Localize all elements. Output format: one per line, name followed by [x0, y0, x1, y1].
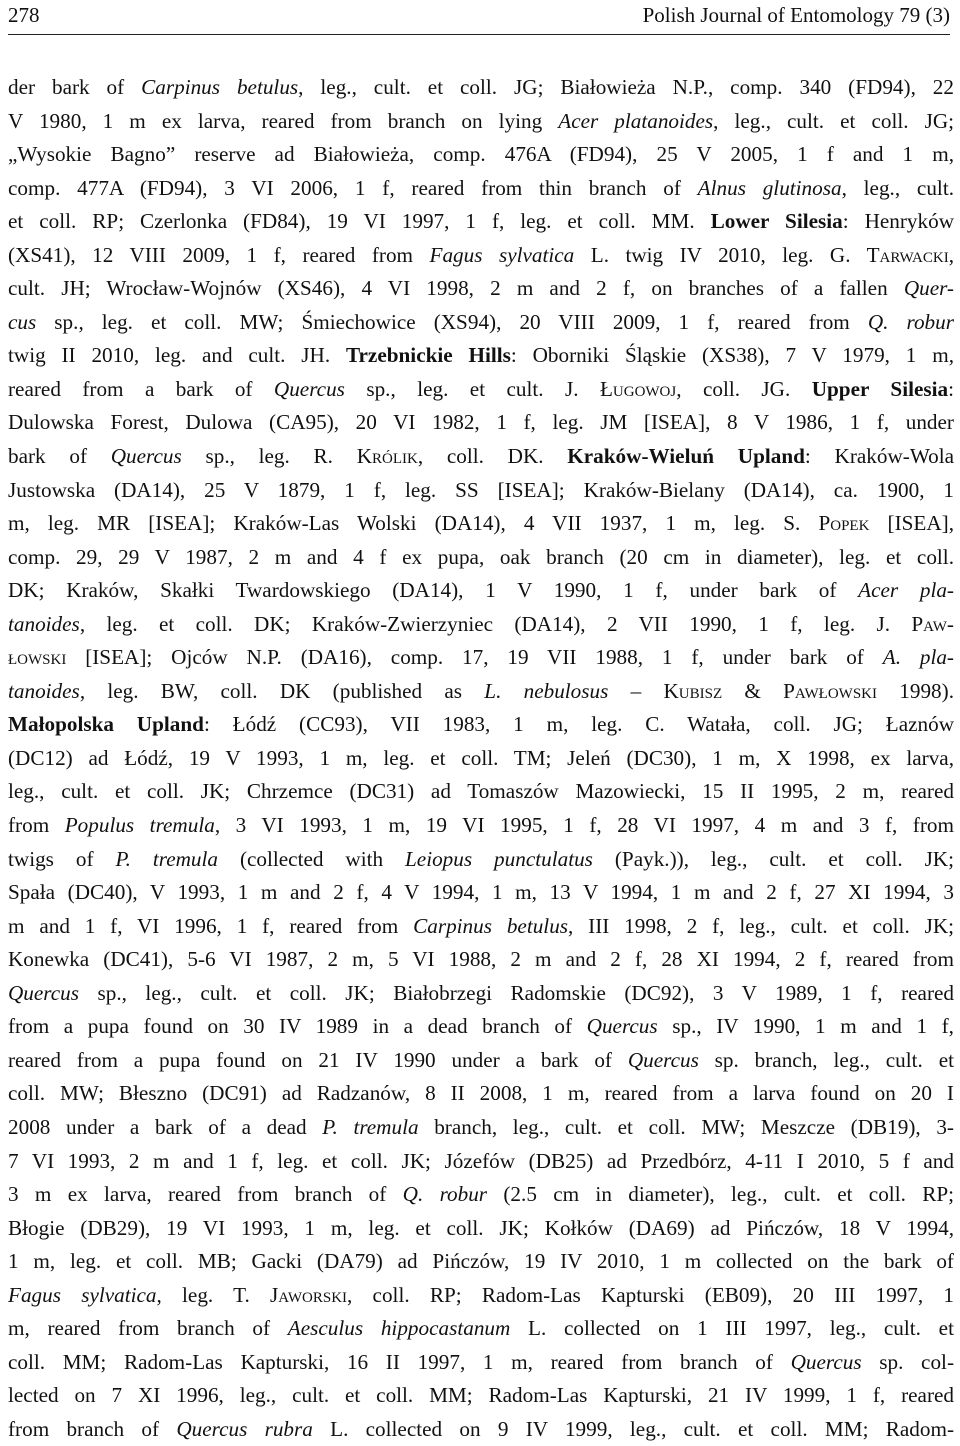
taxon-name: cus — [8, 309, 37, 334]
text-line — [8, 1178, 954, 1212]
text-span: : Oborniki Śląskie (XS38), 7 V 1979, 1 m, — [510, 343, 954, 368]
text-span: , 3 VI 1993, 1 m, 19 VI 1995, 1 f, 28 VI 1997, 4 m and 3 f, from — [214, 813, 954, 838]
text-span: – K — [608, 678, 679, 703]
taxon-name: Acer pla- — [858, 578, 954, 603]
taxon-name: Q. robur — [402, 1182, 488, 1207]
text-span: cult. JH; Wrocław-Wojnów (XS46), 4 VI 1998, 2 m and 2 f, on branches of a fallen — [8, 276, 904, 301]
text-span: branch, leg., cult. et coll. MW; Meszcze (DB19), 3- — [418, 1114, 954, 1139]
author-name: arwacki — [879, 242, 949, 267]
text-span: lected on 7 XI 1996, leg., cult. et coll. MM; Radom-Las Kapturski, 21 IV 1999, 1 f, reared — [8, 1383, 954, 1408]
text-line — [8, 507, 954, 541]
text-span: (DC12) ad Łódź, 19 V 1993, 1 m, leg. et coll. TM; Jeleń (DC30), 1 m, X 1998, ex larva, — [8, 745, 954, 770]
text-span: V 1980, 1 m ex larva, reared from branch on lying — [8, 108, 559, 133]
text-span: Justowska (DA14), 25 V 1879, 1 f, leg. SS [ISEA]; Kraków-Bielany (DA14), ca. 1900, 1 — [8, 477, 954, 502]
text-span: Błogie (DB29), 19 VI 1993, 1 m, leg. et coll. JK; Kołków (DA69) ad Pińczów, 18 V 1994, — [8, 1215, 954, 1240]
text-span: : Kraków-Wola — [804, 444, 955, 469]
text-span: from — [8, 813, 65, 838]
text-line — [8, 474, 954, 508]
text-span: coll. MM; Radom-Las Kapturski, 16 II 1997, 1 m, reared from branch of — [8, 1349, 791, 1374]
text-span: sp. branch, leg., cult. et — [698, 1047, 954, 1072]
text-line — [8, 977, 954, 1011]
text-span: , coll. JG. — [676, 376, 812, 401]
text-span: (XS41), 12 VIII 2009, 1 f, reared from — [8, 242, 430, 267]
author-name: ubisz — [678, 678, 723, 703]
text-span: bark of — [8, 444, 111, 469]
text-line — [8, 71, 954, 105]
text-span: , — [948, 242, 954, 267]
text-span: : Łódź (CC93), VII 1983, 1 m, leg. C. Watała, coll. JG; Łaznów — [203, 712, 954, 737]
author-name: aw- — [923, 611, 954, 636]
text-span: comp. 477A (FD94), 3 VI 2006, 1 f, reared from thin branch of — [8, 175, 698, 200]
text-line — [8, 138, 954, 172]
taxon-name: Quercus — [273, 376, 345, 401]
text-span: 1 m, leg. et coll. MB; Gacki (DA79) ad Pińczów, 19 IV 2010, 1 m collected on the bark of — [8, 1249, 954, 1274]
taxon-name: tanoides — [8, 611, 80, 636]
taxon-name: Alnus glutinosa — [697, 175, 842, 200]
text-line — [8, 172, 954, 206]
text-span: reared from a pupa found on 21 IV 1990 under a bark of — [8, 1047, 628, 1072]
text-span: (Payk.)), leg., cult. et coll. JK; — [592, 846, 954, 871]
text-line — [8, 306, 954, 340]
taxon-name: Fagus sylvatica — [429, 242, 575, 267]
text-span: , leg. et coll. DK; Kraków-Zwierzyniec (DA14), 2 VII 1990, 1 f, leg. J. P — [79, 611, 924, 636]
text-line — [8, 1212, 954, 1246]
text-line — [8, 1413, 954, 1446]
taxon-name: P. tremula — [322, 1114, 419, 1139]
text-span: m, leg. MR [ISEA]; Kraków-Las Wolski (DA14), 4 VII 1937, 1 m, leg. S. P — [8, 511, 831, 536]
taxon-name: tanoides — [8, 678, 80, 703]
taxon-name: Aesculus hippocastanum — [287, 1316, 511, 1341]
text-span: , leg. T. J — [156, 1282, 279, 1307]
taxon-name: Quercus — [586, 1014, 658, 1039]
region-name: Małopolska Upland — [8, 712, 204, 737]
text-span: , leg., cult. — [841, 175, 954, 200]
text-line — [8, 1312, 954, 1346]
text-span: sp., IV 1990, 1 m and 1 f, — [657, 1014, 954, 1039]
text-line — [8, 239, 954, 273]
text-line — [8, 1346, 954, 1380]
text-span: leg., cult. et coll. JK; Chrzemce (DC31) ad Tomaszów Mazowiecki, 15 II 1995, 2 m, reared — [8, 779, 954, 804]
text-line — [8, 1044, 954, 1078]
taxon-name: Quercus — [790, 1349, 862, 1374]
text-span: & P — [722, 678, 795, 703]
taxon-name: Q. robur — [867, 309, 954, 334]
author-name: rólik — [372, 444, 418, 469]
taxon-name: Carpinus betulus — [413, 913, 569, 938]
text-span: (collected with — [218, 846, 406, 871]
text-span: m and 1 f, VI 1996, 1 f, reared from — [8, 913, 414, 938]
text-span: et coll. RP; Czerlonka (FD84), 19 VI 1997, 1 f, leg. et coll. MM. — [8, 209, 711, 234]
page-header — [8, 0, 950, 35]
taxon-name: Carpinus betulus — [141, 75, 299, 99]
region-name: Kraków-Wieluń Upland — [567, 444, 805, 469]
journal-title: Polish Journal of Entomology 79 (3) — [642, 3, 950, 27]
text-span: „Wysokie Bagno” reserve ad Białowieża, comp. 476A (FD94), 25 V 2005, 1 f and 1 m, — [8, 142, 954, 167]
page-number: 278 — [8, 3, 40, 27]
text-line — [8, 574, 954, 608]
text-line — [8, 272, 954, 306]
text-span: der bark of — [8, 75, 142, 99]
text-line — [8, 1379, 954, 1413]
text-span: , leg. BW, coll. DK (published as — [79, 678, 485, 703]
region-name: Upper Silesia — [811, 376, 949, 401]
text-span: sp. col- — [861, 1349, 954, 1374]
text-line — [8, 1279, 954, 1313]
text-span: Spała (DC40), V 1993, 1 m and 2 f, 4 V 1994, 1 m, 13 V 1994, 1 m and 2 f, 27 XI 1994, 3 — [8, 880, 954, 905]
taxon-name: Quercus — [627, 1047, 699, 1072]
text-span: Konewka (DC41), 5-6 VI 1987, 2 m, 5 VI 1988, 2 m and 2 f, 28 XI 1994, 2 f, reared from — [8, 947, 954, 972]
taxon-name: Quercus rubra — [176, 1416, 313, 1441]
text-line — [8, 775, 954, 809]
author-name: ugowoj — [612, 376, 677, 401]
text-line — [8, 339, 954, 373]
text-line — [8, 541, 954, 575]
text-line — [8, 440, 954, 474]
text-line — [8, 675, 954, 709]
text-line — [8, 1245, 954, 1279]
text-line — [8, 910, 954, 944]
taxon-name: Quercus — [8, 980, 80, 1005]
text-span: , coll. DK. — [417, 444, 568, 469]
text-span: 1998). — [877, 678, 954, 703]
text-span: reared from a bark of — [8, 376, 274, 401]
text-line — [8, 876, 954, 910]
text-span: : Henryków — [842, 209, 955, 234]
text-line — [8, 708, 954, 742]
text-span: from branch of — [8, 1416, 177, 1441]
text-line — [8, 1010, 954, 1044]
text-line — [8, 1111, 954, 1145]
taxon-name: L. nebulosus — [484, 678, 609, 703]
author-name: opek — [830, 511, 870, 536]
taxon-name: Populus tremula — [64, 813, 215, 838]
text-line — [8, 406, 954, 440]
text-span: , leg., cult. et coll. JG; Białowieża N.P., comp. 340 (FD94), 22 — [298, 75, 954, 99]
text-span: sp., leg., cult. et coll. JK; Białobrzegi Radomskie (DC92), 3 V 1989, 1 f, reared — [79, 980, 954, 1005]
text-span: coll. MW; Błeszno (DC91) ad Radzanów, 8 II 2008, 1 m, reared from a larva found on 20 I — [8, 1081, 954, 1106]
text-span: : — [948, 376, 954, 401]
taxon-name: Quer- — [903, 276, 954, 301]
region-name: Trzebnickie Hills — [345, 343, 511, 368]
text-span: , coll. RP; Radom-Las Kapturski (EB09), 20 III 1997, 1 — [347, 1282, 954, 1307]
text-span: L. collected on 9 IV 1999, leg., cult. et coll. MM; Radom- — [312, 1416, 954, 1441]
text-line — [8, 1077, 954, 1111]
body-text — [8, 71, 954, 1446]
text-span: from a pupa found on 30 IV 1989 in a dead branch of — [8, 1014, 587, 1039]
text-line — [8, 843, 954, 877]
text-span: sp., leg. R. K — [181, 444, 373, 469]
text-span: m, reared from branch of — [8, 1316, 288, 1341]
text-span: 2008 under a bark of a dead — [8, 1114, 323, 1139]
text-line — [8, 105, 954, 139]
taxon-name: Acer platanoides — [558, 108, 714, 133]
text-span: , III 1998, 2 f, leg., cult. et coll. JK; — [568, 913, 955, 938]
text-span: [ISEA]; Ojców N.P. (DA16), comp. 17, 19 VII 1988, 1 f, under bark of — [66, 645, 883, 670]
author-name: aworski — [278, 1282, 348, 1307]
region-name: Lower Silesia — [710, 209, 843, 234]
text-span: twig II 2010, leg. and cult. JH. — [8, 343, 346, 368]
text-span: sp., leg. et cult. J. Ł — [344, 376, 613, 401]
text-line — [8, 943, 954, 977]
text-line — [8, 608, 954, 642]
text-line — [8, 205, 954, 239]
text-span: L. collected on 1 III 1997, leg., cult. et — [510, 1316, 954, 1341]
taxon-name: Leiopus punctulatus — [405, 846, 593, 871]
text-span: L. twig IV 2010, leg. G. T — [574, 242, 880, 267]
text-line — [8, 373, 954, 407]
text-span: sp., leg. et coll. MW; Śmiechowice (XS94), 20 VIII 2009, 1 f, reared from — [36, 309, 868, 334]
taxon-name: Fagus sylvatica — [8, 1282, 157, 1307]
text-span: Dulowska Forest, Dulowa (CA95), 20 VI 1982, 1 f, leg. JM [ISEA], 8 V 1986, 1 f, under — [8, 410, 954, 435]
text-span: [ISEA], — [869, 511, 955, 536]
text-line — [8, 742, 954, 776]
author-name: łowski — [8, 645, 67, 670]
taxon-name: P. tremula — [115, 846, 219, 871]
text-span: 7 VI 1993, 2 m and 1 f, leg. et coll. JK; Józefów (DB25) ad Przedbórz, 4-11 I 2010, 5 f and — [8, 1148, 954, 1173]
text-span: 3 m ex larva, reared from branch of — [8, 1182, 403, 1207]
text-span: twigs of — [8, 846, 116, 871]
text-span: , leg., cult. et coll. JG; — [713, 108, 955, 133]
text-line — [8, 809, 954, 843]
taxon-name: A. pla- — [882, 645, 954, 670]
text-line — [8, 641, 954, 675]
author-name: awłowski — [794, 678, 878, 703]
taxon-name: Quercus — [110, 444, 182, 469]
text-span: (2.5 cm in diameter), leg., cult. et coll. RP; — [487, 1182, 954, 1207]
text-span: comp. 29, 29 V 1987, 2 m and 4 f ex pupa, oak branch (20 cm in diameter), leg. et coll. — [8, 544, 954, 569]
text-line — [8, 1145, 954, 1179]
text-span: DK; Kraków, Skałki Twardowskiego (DA14), 1 V 1990, 1 f, under bark of — [8, 578, 859, 603]
